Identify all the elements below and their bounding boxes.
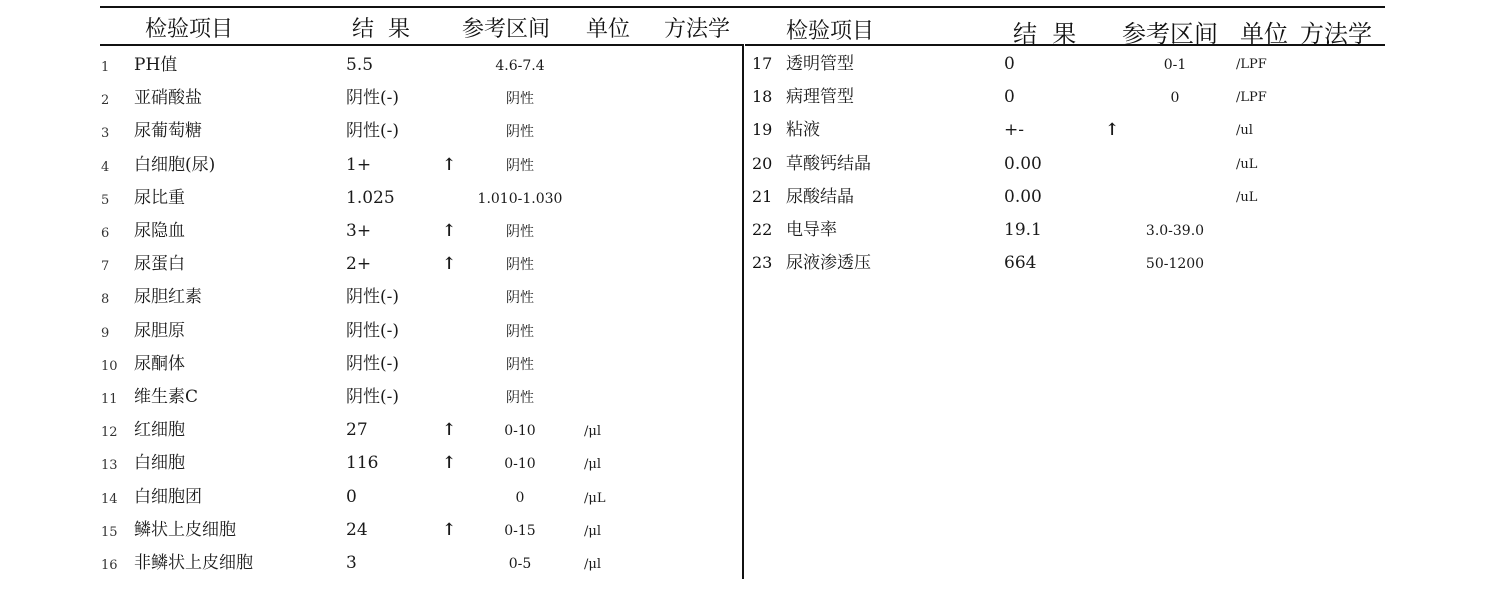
row-number: 15: [101, 524, 118, 540]
header-item-right: 检验项目: [786, 19, 875, 44]
test-name: 非鳞状上皮细胞: [134, 553, 253, 573]
header-result-right: 结 果: [1013, 20, 1077, 48]
row-number: 16: [101, 558, 118, 573]
row-number: 1: [101, 60, 110, 75]
row-number: 14: [101, 491, 118, 507]
row-number: 18: [752, 87, 773, 107]
test-result: 0: [1004, 54, 1015, 74]
table-row: [0, 87, 1498, 120]
row-number: 4: [101, 159, 110, 175]
test-result: 664: [1004, 253, 1037, 274]
reference-range: 阴性: [506, 91, 534, 108]
reference-range: 1.010-1.030: [477, 190, 563, 207]
row-number: 13: [101, 458, 118, 474]
unit: /μl: [584, 457, 601, 473]
row-number: 6: [101, 226, 110, 241]
abnormal-flag: ↑: [442, 221, 457, 241]
table-row: [0, 253, 1498, 286]
reference-range: 3.0-39.0: [1145, 223, 1205, 239]
reference-range: 0: [1170, 90, 1180, 107]
unit: /μL: [584, 490, 606, 506]
table-row: [0, 187, 1498, 220]
reference-range: 阴性: [506, 356, 534, 373]
reference-range: 0-5: [508, 556, 532, 572]
reference-range: 50-1200: [1145, 256, 1205, 273]
test-result: 0: [346, 486, 357, 507]
test-name: 尿葡萄糖: [134, 121, 202, 142]
row-number: 20: [752, 153, 773, 173]
unit: /μl: [584, 557, 601, 572]
unit: /uL: [1236, 156, 1258, 172]
reference-range: 0-15: [504, 522, 536, 539]
abnormal-flag: ↑: [442, 254, 457, 275]
table-row: [0, 154, 1498, 187]
reference-range: 阴性: [506, 157, 534, 174]
row-number: 17: [752, 54, 773, 73]
row-number: 10: [101, 358, 118, 374]
test-result: 0.00: [1004, 186, 1042, 207]
test-result: 0: [1004, 87, 1015, 108]
row-number: 8: [101, 292, 110, 308]
header-ref-right: 参考区间: [1122, 20, 1218, 48]
reference-range: 阴性: [506, 390, 534, 406]
test-result: 阴性(-): [346, 287, 400, 308]
reference-range: 阴性: [506, 290, 534, 307]
test-result: 3+: [346, 221, 372, 241]
reference-range: 0: [515, 489, 525, 506]
row-number: 12: [101, 425, 118, 441]
table-row: [0, 354, 1498, 387]
table-row: [0, 220, 1498, 253]
row-number: 2: [101, 93, 110, 109]
test-result: 1+: [346, 154, 372, 175]
row-number: 5: [101, 192, 110, 208]
header-unit-right: 单位: [1240, 20, 1288, 48]
test-name: 粘液: [786, 120, 820, 141]
test-name: 病理管型: [786, 87, 854, 108]
header-item-left: 检验项目: [145, 17, 234, 42]
table-row: [0, 553, 1498, 586]
top-rule: [100, 6, 1385, 8]
unit: /LPF: [1236, 57, 1267, 72]
test-result: 阴性(-): [346, 88, 400, 109]
header-unit-left: 单位: [586, 17, 631, 42]
test-name: 红细胞: [134, 420, 185, 441]
test-name: 白细胞: [134, 453, 185, 474]
test-result: 3: [346, 553, 357, 573]
reference-range: 阴性: [506, 257, 534, 274]
abnormal-flag: ↑: [442, 154, 457, 175]
table-row: [0, 321, 1498, 354]
unit: /μl: [584, 523, 601, 539]
table-row: [0, 487, 1498, 520]
table-row: [0, 287, 1498, 320]
abnormal-flag: ↑: [442, 453, 457, 474]
test-name: 透明管型: [786, 54, 854, 74]
row-number: 3: [101, 126, 110, 142]
table-row: [0, 420, 1498, 453]
test-name: 尿酮体: [134, 353, 185, 374]
row-number: 11: [101, 392, 118, 407]
test-name: 尿酸结晶: [786, 186, 854, 207]
test-result: 1.025: [346, 187, 395, 208]
reference-range: 0-10: [504, 456, 536, 473]
test-result: 阴性(-): [346, 387, 400, 407]
test-name: 尿隐血: [134, 221, 185, 241]
test-result: 27: [346, 420, 368, 441]
reference-range: 阴性: [506, 224, 534, 240]
test-result: 24: [346, 519, 368, 540]
test-name: 白细胞(尿): [134, 154, 216, 175]
table-row: [0, 520, 1498, 553]
test-result: 阴性(-): [346, 353, 400, 374]
test-result: 阴性(-): [346, 121, 400, 142]
test-name: 鳞状上皮细胞: [134, 519, 236, 540]
test-result: 阴性(-): [346, 320, 400, 341]
header-rule-left: [100, 44, 742, 46]
row-number: 22: [752, 220, 773, 239]
test-name: 尿比重: [134, 187, 185, 208]
header-method-right: 方法学: [1300, 20, 1372, 48]
test-name: 草酸钙结晶: [786, 153, 871, 174]
test-name: 亚硝酸盐: [134, 88, 202, 109]
reference-range: 4.6-7.4: [495, 58, 545, 74]
test-name: 维生素C: [134, 387, 199, 407]
abnormal-flag: ↑: [442, 420, 457, 441]
test-result: 5.5: [346, 55, 374, 75]
header-ref-left: 参考区间: [462, 17, 551, 42]
table-row: [0, 120, 1498, 153]
test-name: PH值: [134, 55, 178, 75]
test-result: 19.1: [1004, 220, 1042, 240]
test-result: 0.00: [1004, 153, 1042, 174]
row-number: 7: [101, 259, 110, 275]
header-result-left: 结 果: [352, 17, 410, 42]
abnormal-flag: ↑: [1105, 120, 1120, 141]
test-name: 电导率: [786, 220, 837, 240]
test-result: 116: [346, 453, 379, 474]
test-name: 尿胆原: [134, 320, 185, 341]
table-row: [0, 453, 1498, 486]
row-number: 19: [752, 120, 773, 140]
test-name: 尿液渗透压: [786, 253, 871, 274]
row-number: 21: [752, 186, 773, 206]
table-row: [0, 387, 1498, 420]
test-name: 尿蛋白: [134, 254, 185, 275]
header-method-left: 方法学: [664, 17, 731, 42]
reference-range: 阴性: [506, 124, 534, 141]
test-name: 白细胞团: [134, 486, 202, 507]
test-result: 2+: [346, 254, 372, 275]
unit: /uL: [1236, 189, 1258, 205]
table-row: [0, 54, 1498, 87]
reference-range: 0-10: [504, 423, 536, 440]
unit: /μl: [584, 424, 601, 440]
reference-range: 阴性: [506, 323, 534, 340]
reference-range: 0-1: [1163, 57, 1187, 73]
row-number: 9: [101, 325, 110, 341]
abnormal-flag: ↑: [442, 519, 457, 540]
test-result: +-: [1004, 120, 1024, 141]
row-number: 23: [752, 253, 773, 273]
unit: /LPF: [1236, 90, 1267, 106]
test-name: 尿胆红素: [134, 287, 202, 308]
unit: /ul: [1236, 123, 1253, 139]
